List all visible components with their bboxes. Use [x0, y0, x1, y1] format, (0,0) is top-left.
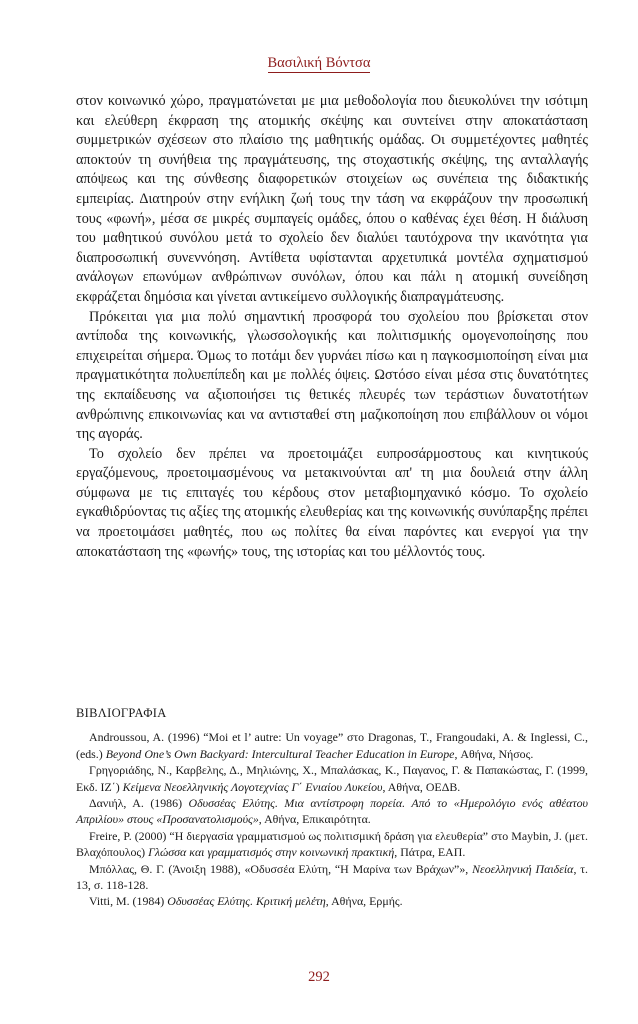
- entry-publisher: , Αθήνα, Ερμής.: [325, 894, 403, 909]
- author-name: Βασιλική Βόντσα: [267, 55, 371, 71]
- body-text: [76, 92, 588, 562]
- running-head: [0, 55, 638, 72]
- entry-title: Κείμενα Νεοελληνικής Λογοτεχνίας Γ΄ Ενιαίου Λυκείου: [122, 779, 383, 794]
- entry-publisher: , Πάτρα, ΕΑΠ.: [394, 845, 466, 860]
- bibliography-entry: [76, 762, 588, 795]
- bibliography-entry: [76, 828, 588, 861]
- bibliography-heading: ΒΙΒΛΙΟΓΡΑΦΙΑ: [76, 706, 167, 720]
- entry-authors: Δανιήλ, Α. (1986): [89, 796, 189, 811]
- entry-title: Οδυσσέας Ελύτης. Κριτική μελέτη: [167, 894, 326, 909]
- entry-title: Οδυσσέας Ελύτης. Μια αντίστροφη πορεία. Από το «Ημερολόγιο ενός αθέατου Απριλίου» στους «Προσανατολισμούς»: [76, 796, 589, 827]
- entry-authors: Vitti, M. (1984): [89, 894, 168, 909]
- bibliography-entry: [76, 795, 588, 828]
- bibliography-entry: [76, 729, 588, 762]
- bibliography-entry: [76, 861, 588, 894]
- entry-title: Νεοελληνική Παιδεία: [472, 861, 574, 876]
- entry-authors: Μπόλλας, Θ. Γ. (Άνοιξη 1988), «Οδυσσέα Ελύτη, “Η Μαρίνα των Βράχων”»,: [89, 861, 473, 876]
- bibliography-entry: [76, 893, 588, 909]
- entry-authors: Freire, P. (2000) “Η διεργασία γραμματισμού ως πολιτισμική δράση για ελευθερία” στο Maybin, J. (μετ. Βλαχόπουλος): [76, 828, 588, 860]
- page-number: 292: [308, 969, 330, 985]
- entry-publisher: , τ. 13, σ. 118-128.: [76, 861, 588, 893]
- paragraph: Πρόκειται για μια πολύ σημαντική προσφορά του σχολείου που βρίσκεται στον αντίποδα της κοινωνικής, γλωσσολογικής και πολιτισμικής ομογενοποίησης που επιχειρείται σήμερα. Όμως το ποτάμι δεν γυρνάει πίσω και η παγκοσμιοποίηση είναι μια πραγματικότητα πολυεπίπεδη και με πολλές όψεις. Ωστόσο είναι μέσα στις δυνατότητες της εκπαίδευσης να αξιοποιήσει τις θετικές πλευρές των τεράστιων δυνατοτήτων ανθρώπινης επικοινωνίας και να αντισταθεί στη μαζικοποίηση που επιβάλλουν οι νόμοι της αγοράς.: [76, 308, 588, 443]
- entry-publisher: , Αθήνα, ΟΕΔΒ.: [382, 779, 461, 794]
- paragraph: Το σχολείο δεν πρέπει να προετοιμάζει ευπροσάρμοστους και κινητικούς εργαζόμενους, προετοιμασμένους να μετακινούνται απ' τη μια δουλειά στην άλλη σύμφωνα με τις επιταγές του κέρδους στον μεταβιομηχανικό κόσμο. Το σχολείο εγκαθιδρύοντας τις αξίες της ατομικής ελευθερίας και της κοινωνικής συνύπαρξης πρέπει να προετοιμάσει μαθητές, που ως πολίτες θα είναι παρόντες και ενεργοί για την αποκατάσταση της «φωνής» τους, της ιστορίας και του μέλλοντός τους.: [76, 445, 588, 560]
- entry-authors: Γρηγοριάδης, Ν., Καρβελης, Δ., Μηλιώνης, Χ., Μπαλάσκας, Κ., Παγανος, Γ. & Παπακώστας, Γ. (1999, Εκδ. ΙΖ΄): [76, 763, 588, 794]
- entry-publisher: , Αθήνα, Νήσος.: [454, 746, 534, 761]
- entry-publisher: , Αθήνα, Επικαιρότητα.: [258, 812, 371, 827]
- paragraph: στον κοινωνικό χώρο, πραγματώνεται με μια μεθοδολογία που διευκολύνει την ισότιμη και ελεύθερη έκφραση της ατομικής σκέψης και συντείνει στην αποκατάσταση συμμετρικών σχέσεων στο πλαίσιο της μαθητικής ομάδας. Οι συμμετέχοντες μαθητές αποκτούν τη συνήθεια της πραγμάτευσης, της στοχαστικής σκέψης, της ανταλλαγής απόψεως και της σύνθεσης διαφορετικών στοιχείων ως συνέπεια της διδακτικής εμπειρίας. Διατηρούν στην ενήλικη ζωή τους την τάση να εκφράζουν την προσωπική τους «φωνή», μέσα σε μικρές συμπαγείς ομάδες, όπου ο καθένας έχει θέση. Η διάλυση του μαθητικού συνόλου μετά το σχολείο δεν διαλύει ταυτόχρονα την ικανότητα για διαπροσωπική συνεννόηση. Αντίθετα υφίστανται αρχετυπικά μοντέλα σχηματισμού ανάλογων επωνύμων ανθρώπινων συνόλων, όπου και πάλι η ατομική συνείδηση εκφράζεται δημόσια και γίνεται αντικείμενο συλλογικής διαπραγμάτευσης.: [76, 93, 588, 305]
- entry-title: Beyond One’s Own Backyard: Intercultural Teacher Education in Europe: [105, 746, 455, 761]
- entry-title: Γλώσσα και γραμματισμός στην κοινωνική πρακτική: [148, 845, 395, 860]
- entry-authors: Androussou, A. (1996) “Moi et l’ autre: Un voyage” στο Dragonas, T., Frangoudaki, A. & Inglessi, C., (eds.): [76, 730, 588, 761]
- bibliography: [76, 705, 588, 910]
